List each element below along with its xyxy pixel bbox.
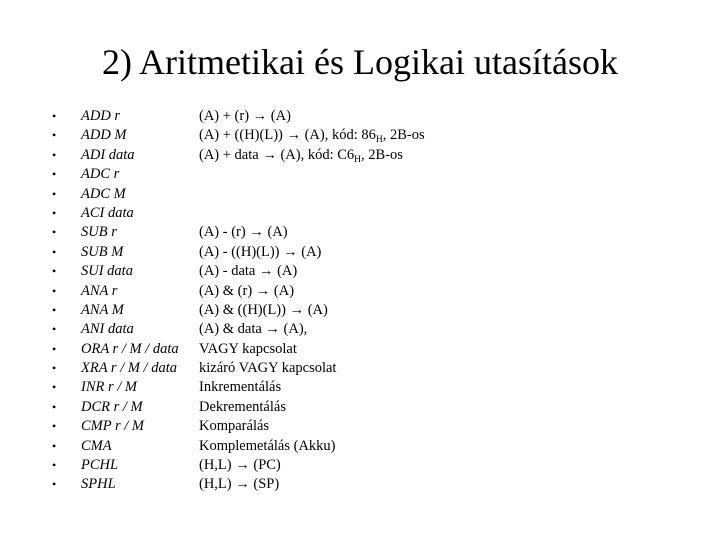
instruction-mnemonic: ADD r (81, 108, 121, 124)
instruction-mnemonic: CMA (81, 437, 112, 454)
instruction-description: (A) - ((H)(L)) → (A) (199, 243, 322, 260)
bullet: • (52, 147, 57, 162)
instruction-description: (A) & ((H)(L)) → (A) (199, 301, 328, 318)
hex-subscript: H (375, 135, 383, 146)
bullet: • (52, 283, 57, 298)
instruction-description: (A) + (r) → (A) (199, 108, 291, 124)
instruction-description: VAGY kapcsolat (199, 340, 297, 357)
instruction-description: (H,L) → (SP) (199, 476, 280, 493)
instruction-description: Inkrementálás (199, 379, 282, 396)
instruction-mnemonic: SUB M (81, 243, 124, 260)
instruction-mnemonic: ADC r (81, 166, 120, 183)
bullet: • (52, 380, 57, 395)
instruction-description: (H,L) → (PC) (199, 457, 281, 474)
instruction-description: kizáró VAGY kapcsolat (199, 360, 337, 377)
bullet: • (52, 244, 57, 259)
bullet: • (52, 302, 57, 317)
instruction-description: (A) & data → (A), (199, 321, 308, 338)
bullet: • (52, 322, 57, 337)
bullet: • (52, 399, 57, 414)
instruction-description: (A) + ((H)(L)) → (A), kód: $86_H$, 2B-os (199, 127, 425, 146)
bullet: • (52, 477, 57, 492)
bullet: • (52, 109, 57, 123)
instruction-description: (A) - (r) → (A) (199, 224, 288, 241)
instruction-description: Komplemetálás (Akku) (199, 437, 336, 454)
instruction-description: (A) + data → (A), kód: $C6_H$, 2B-os (199, 146, 403, 165)
instruction-mnemonic: ADC M (81, 185, 126, 202)
bullet: • (52, 128, 57, 143)
bullet: • (52, 186, 57, 201)
instruction-mnemonic: DCR r / M (81, 398, 143, 415)
bullet: • (52, 438, 57, 453)
bullet: • (52, 458, 57, 473)
instruction-mnemonic: SPHL (81, 476, 116, 493)
bullet: • (52, 205, 57, 220)
bullet: • (52, 419, 57, 434)
instruction-description: (A) & (r) → (A) (199, 282, 295, 299)
instruction-description: Dekrementálás (199, 398, 286, 415)
instruction-mnemonic: XRA r / M / data (81, 360, 177, 377)
instruction-mnemonic: INR r / M (81, 379, 137, 396)
instruction-mnemonic: ADI data (81, 146, 135, 163)
instruction-mnemonic: ANA M (81, 301, 124, 318)
hex-subscript: H (354, 154, 362, 165)
slide-title: 2) Aritmetikai és Logikai utasítások (102, 42, 618, 82)
instruction-description: (A) - data → (A) (199, 263, 298, 280)
instruction-mnemonic: PCHL (81, 457, 119, 474)
instruction-mnemonic: ACI data (81, 204, 134, 221)
instruction-mnemonic: SUI data (81, 263, 133, 280)
bullet: • (52, 167, 57, 182)
instruction-mnemonic: ORA r / M / data (81, 340, 179, 357)
instruction-mnemonic: ANI data (81, 321, 134, 338)
instruction-mnemonic: SUB r (81, 224, 117, 241)
bullet: • (52, 225, 57, 240)
bullet: • (52, 361, 57, 376)
instruction-mnemonic: ADD M (81, 127, 127, 144)
instruction-mnemonic: CMP r / M (81, 418, 144, 435)
bullet: • (52, 341, 57, 356)
bullet: • (52, 264, 57, 279)
instruction-mnemonic: ANA r (81, 282, 118, 299)
instruction-description: Komparálás (199, 418, 270, 435)
